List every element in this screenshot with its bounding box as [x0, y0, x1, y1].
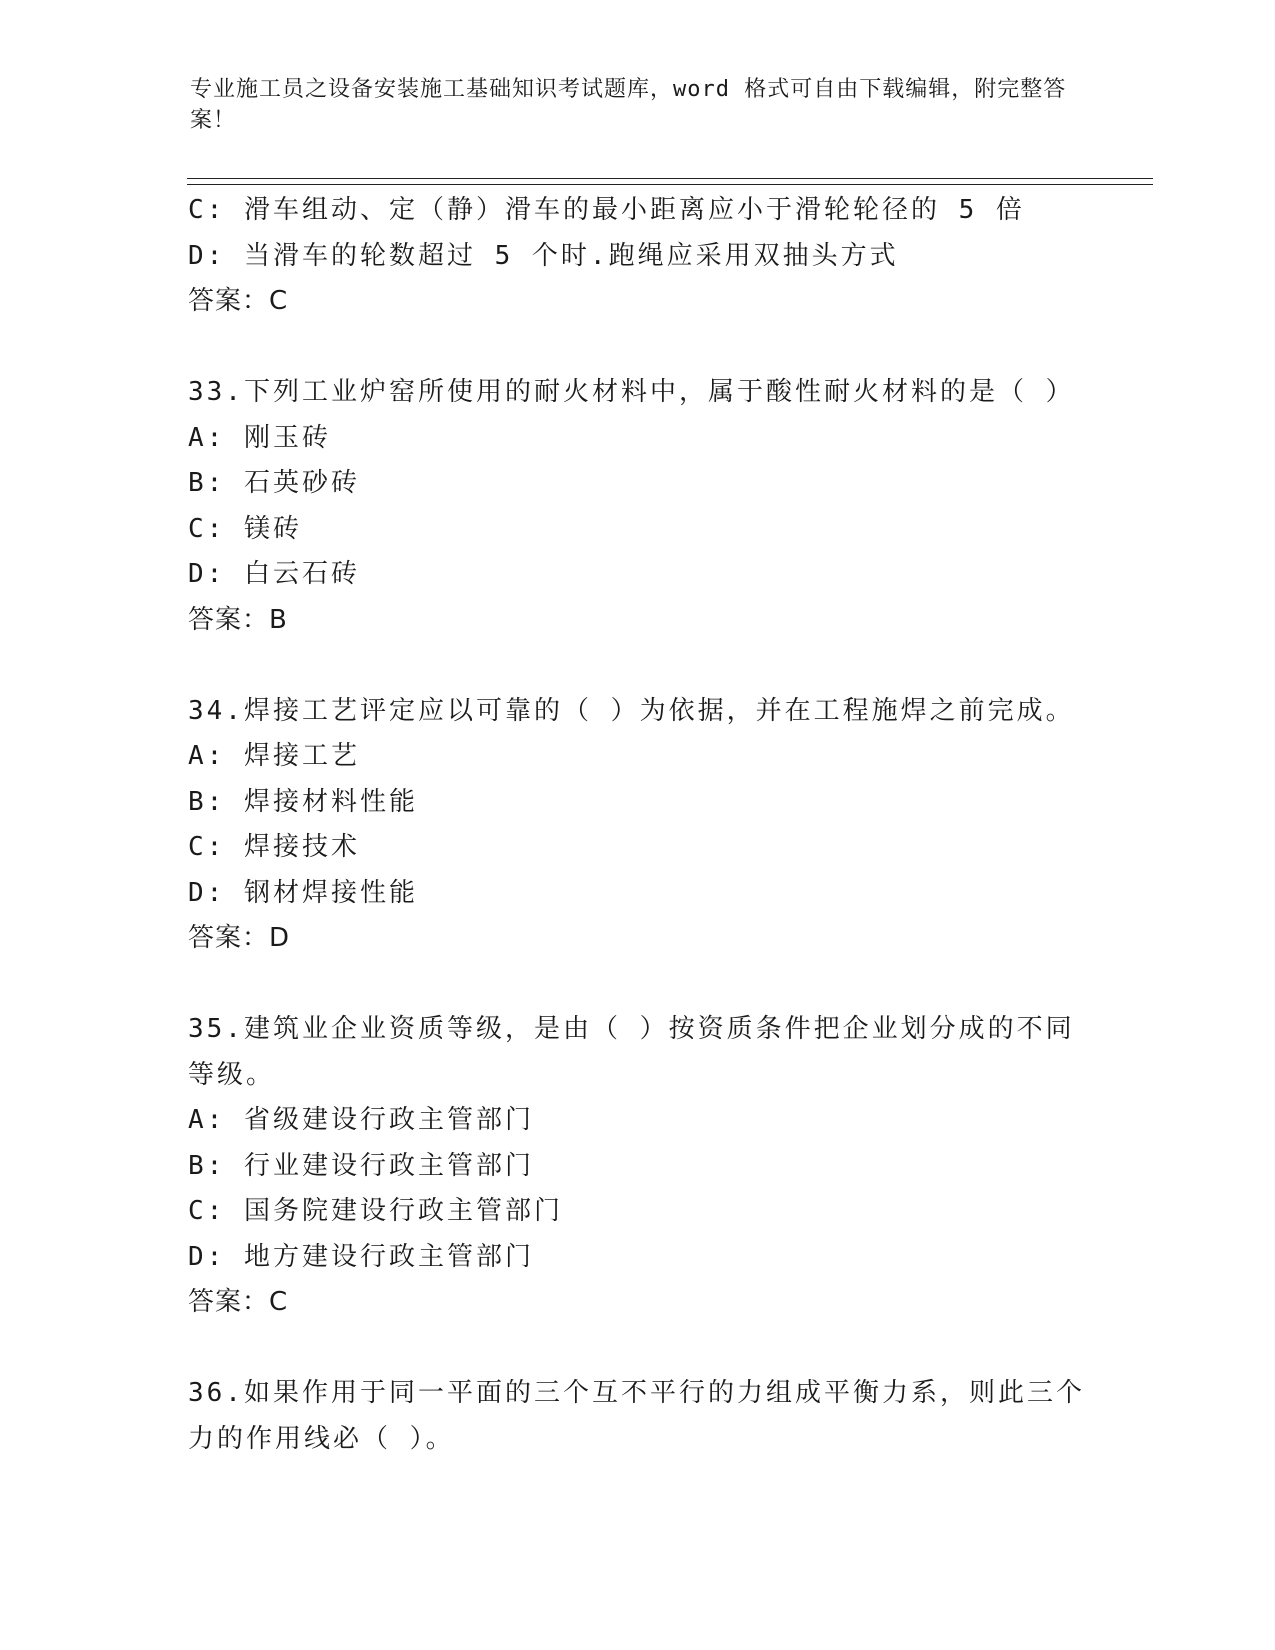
- question-32-continued: [188, 188, 1088, 325]
- question-33: [188, 370, 1088, 643]
- question-stem-line-1: 35.建筑业企业资质等级，是由（ ）按资质条件把企业划分成的不同: [188, 1014, 1075, 1044]
- question-35: [188, 1007, 1088, 1326]
- header-rule-top: [187, 178, 1153, 179]
- option-c: C: 镁砖: [188, 513, 302, 544]
- option-c: C: 滑车组动、定（静）滑车的最小距离应小于滑轮轮径的 5 倍: [188, 195, 1025, 225]
- option-d: D: 白云石砖: [188, 559, 360, 589]
- option-a: A: 焊接工艺: [188, 741, 360, 771]
- option-a: A: 刚玉砖: [188, 422, 331, 453]
- option-b: B: 石英砂砖: [188, 468, 360, 498]
- option-d: D: 当滑车的轮数超过 5 个时.跑绳应采用双抽头方式: [188, 240, 899, 271]
- answer: 答案：D: [188, 923, 291, 953]
- question-36: [188, 1371, 1088, 1462]
- option-d: D: 钢材焊接性能: [188, 877, 418, 908]
- answer: 答案：C: [188, 1287, 289, 1317]
- option-a: A: 省级建设行政主管部门: [188, 1105, 534, 1135]
- question-stem-line-2: 等级。: [188, 1059, 276, 1090]
- option-b: B: 焊接材料性能: [188, 786, 418, 817]
- option-b: B: 行业建设行政主管部门: [188, 1150, 534, 1181]
- option-d: D: 地方建设行政主管部门: [188, 1241, 534, 1272]
- question-34: [188, 689, 1088, 962]
- answer: 答案：C: [188, 286, 289, 316]
- header-rule-bottom: [187, 184, 1153, 185]
- question-stem: 34.焊接工艺评定应以可靠的（ ）为依据，并在工程施焊之前完成。: [188, 695, 1075, 726]
- option-c: C: 焊接技术: [188, 832, 360, 862]
- question-stem: 33.下列工业炉窑所使用的耐火材料中，属于酸性耐火材料的是（ ）: [188, 377, 1075, 407]
- option-c: C: 国务院建设行政主管部门: [188, 1196, 563, 1226]
- document-header: 专业施工员之设备安装施工基础知识考试题库，word 格式可自由下载编辑，附完整答案！: [190, 77, 1067, 133]
- question-list: [188, 188, 1088, 1462]
- question-stem-line-1: 36.如果作用于同一平面的三个互不平行的力组成平衡力系，则此三个: [188, 1378, 1085, 1408]
- question-stem-line-2: 力的作用线必（ ）。: [188, 1423, 455, 1454]
- answer: 答案：B: [188, 604, 288, 635]
